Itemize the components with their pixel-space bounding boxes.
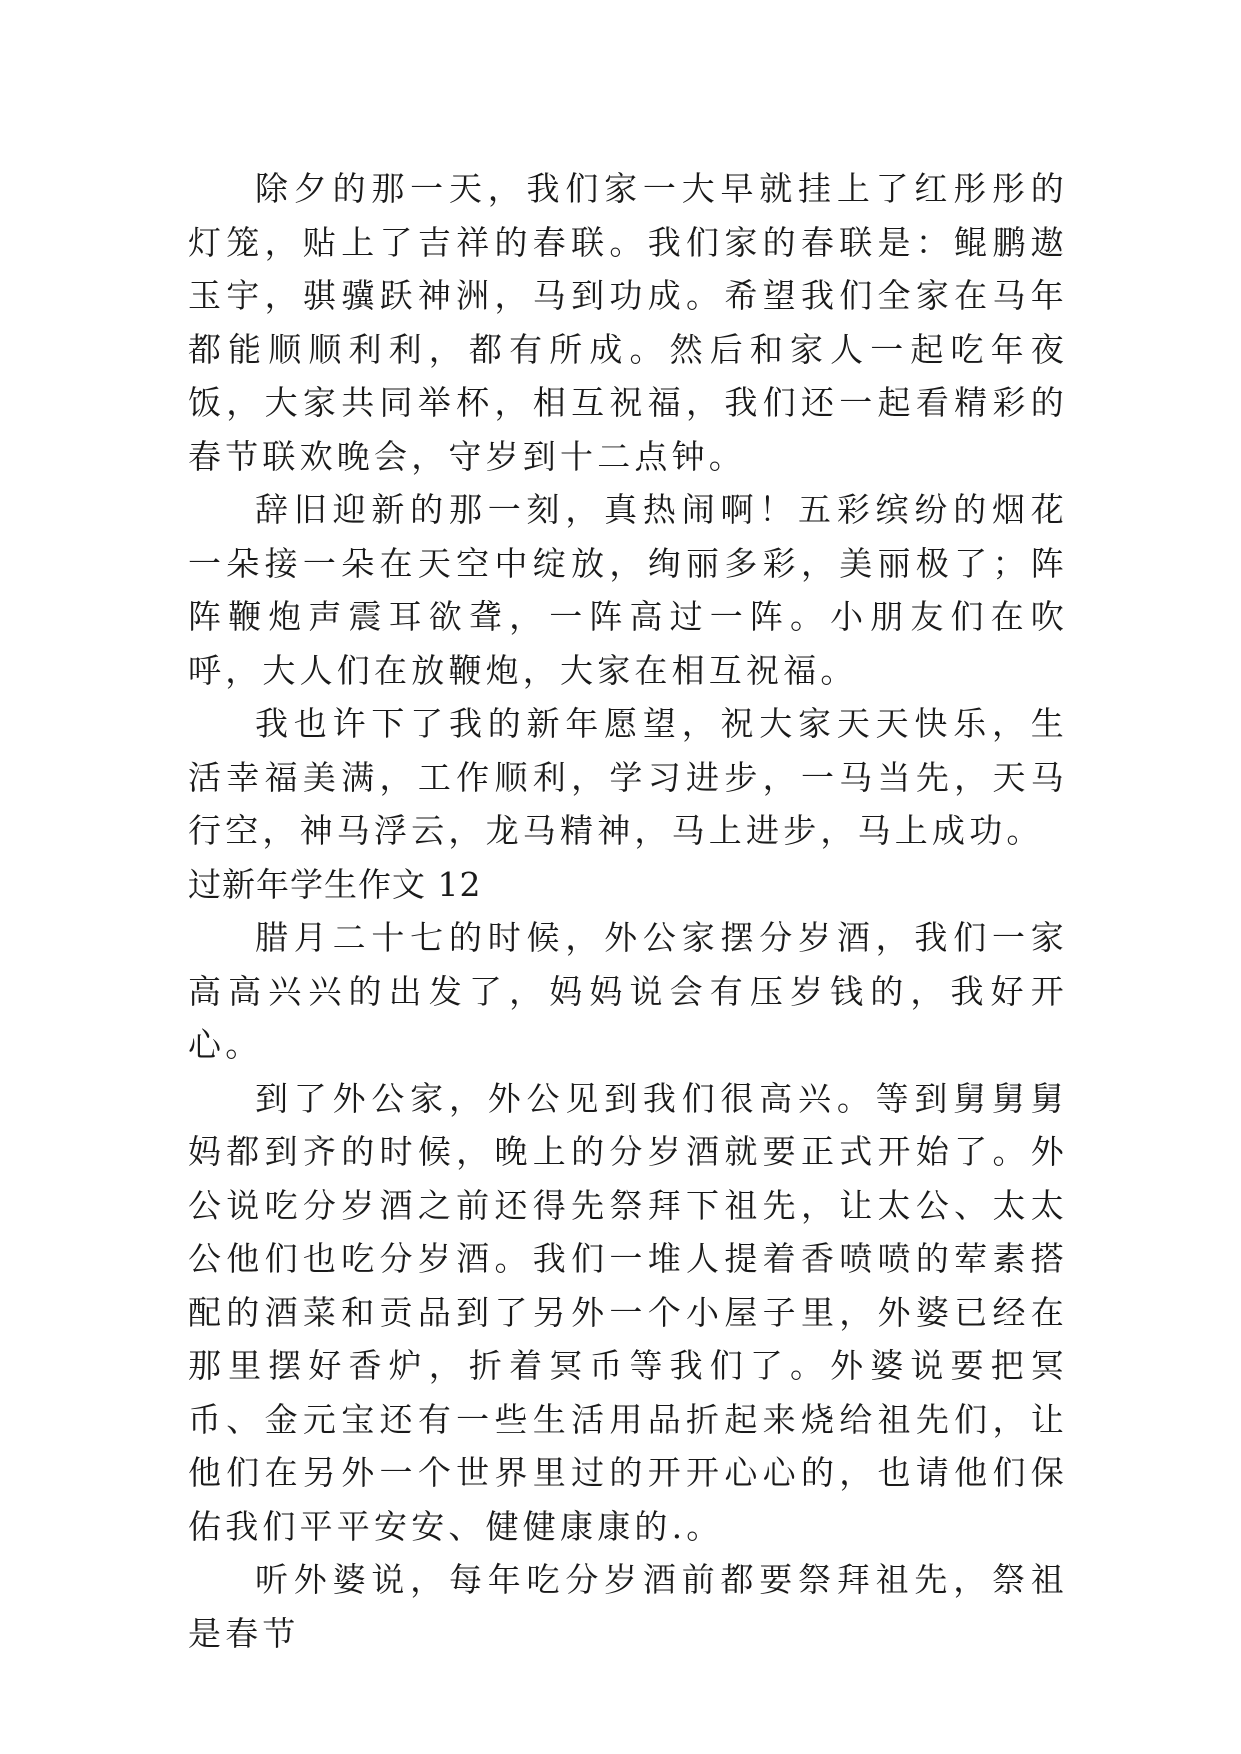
paragraph-fireworks: 辞旧迎新的那一刻，真热闹啊！五彩缤纷的烟花一朵接一朵在天空中绽放，绚丽多彩，美丽极了；阵阵鞭炮声震耳欲聋，一阵高过一阵。小朋友们在吹呼，大人们在放鞭炮，大家在相互祝福。: [188, 490, 1068, 690]
paragraph-grandma-said: 听外婆说，每年吃分岁酒前都要祭拜祖先，祭祖是春节: [188, 1560, 1068, 1653]
essay-heading: 过新年学生作文 12: [188, 864, 482, 904]
document-body: [188, 162, 1068, 1660]
paragraph-grandpa-house: 腊月二十七的时候，外公家摆分岁酒，我们一家高高兴兴的出发了，妈妈说会有压岁钱的，我好开心。: [188, 918, 1068, 1064]
paragraph-new-years-eve: 除夕的那一天，我们家一大早就挂上了红彤彤的灯笼，贴上了吉祥的春联。我们家的春联是：鲲鹏遨玉宇，骐骥跃神洲，马到功成。希望我们全家在马年都能顺顺利利，都有所成。然后和家人一起吃年夜饭，大家共同举杯，相互祝福，我们还一起看精彩的春节联欢晚会，守岁到十二点钟。: [188, 169, 1068, 476]
paragraph-ancestor-worship: 到了外公家，外公见到我们很高兴。等到舅舅舅妈都到齐的时候，晚上的分岁酒就要正式开始了。外公说吃分岁酒之前还得先祭拜下祖先，让太公、太太公他们也吃分岁酒。我们一堆人提着香喷喷的荤素搭配的酒菜和贡品到了另外一个小屋子里，外婆已经在那里摆好香炉，折着冥币等我们了。外婆说要把冥币、金元宝还有一些生活用品折起来烧给祖先们，让他们在另外一个世界里过的开开心心的，也请他们保佑我们平平安安、健健康康的.。: [188, 1078, 1068, 1546]
paragraph-new-year-wishes: 我也许下了我的新年愿望，祝大家天天快乐，生活幸福美满，工作顺利，学习进步，一马当先，天马行空，神马浮云，龙马精神，马上进步，马上成功。: [188, 704, 1068, 850]
